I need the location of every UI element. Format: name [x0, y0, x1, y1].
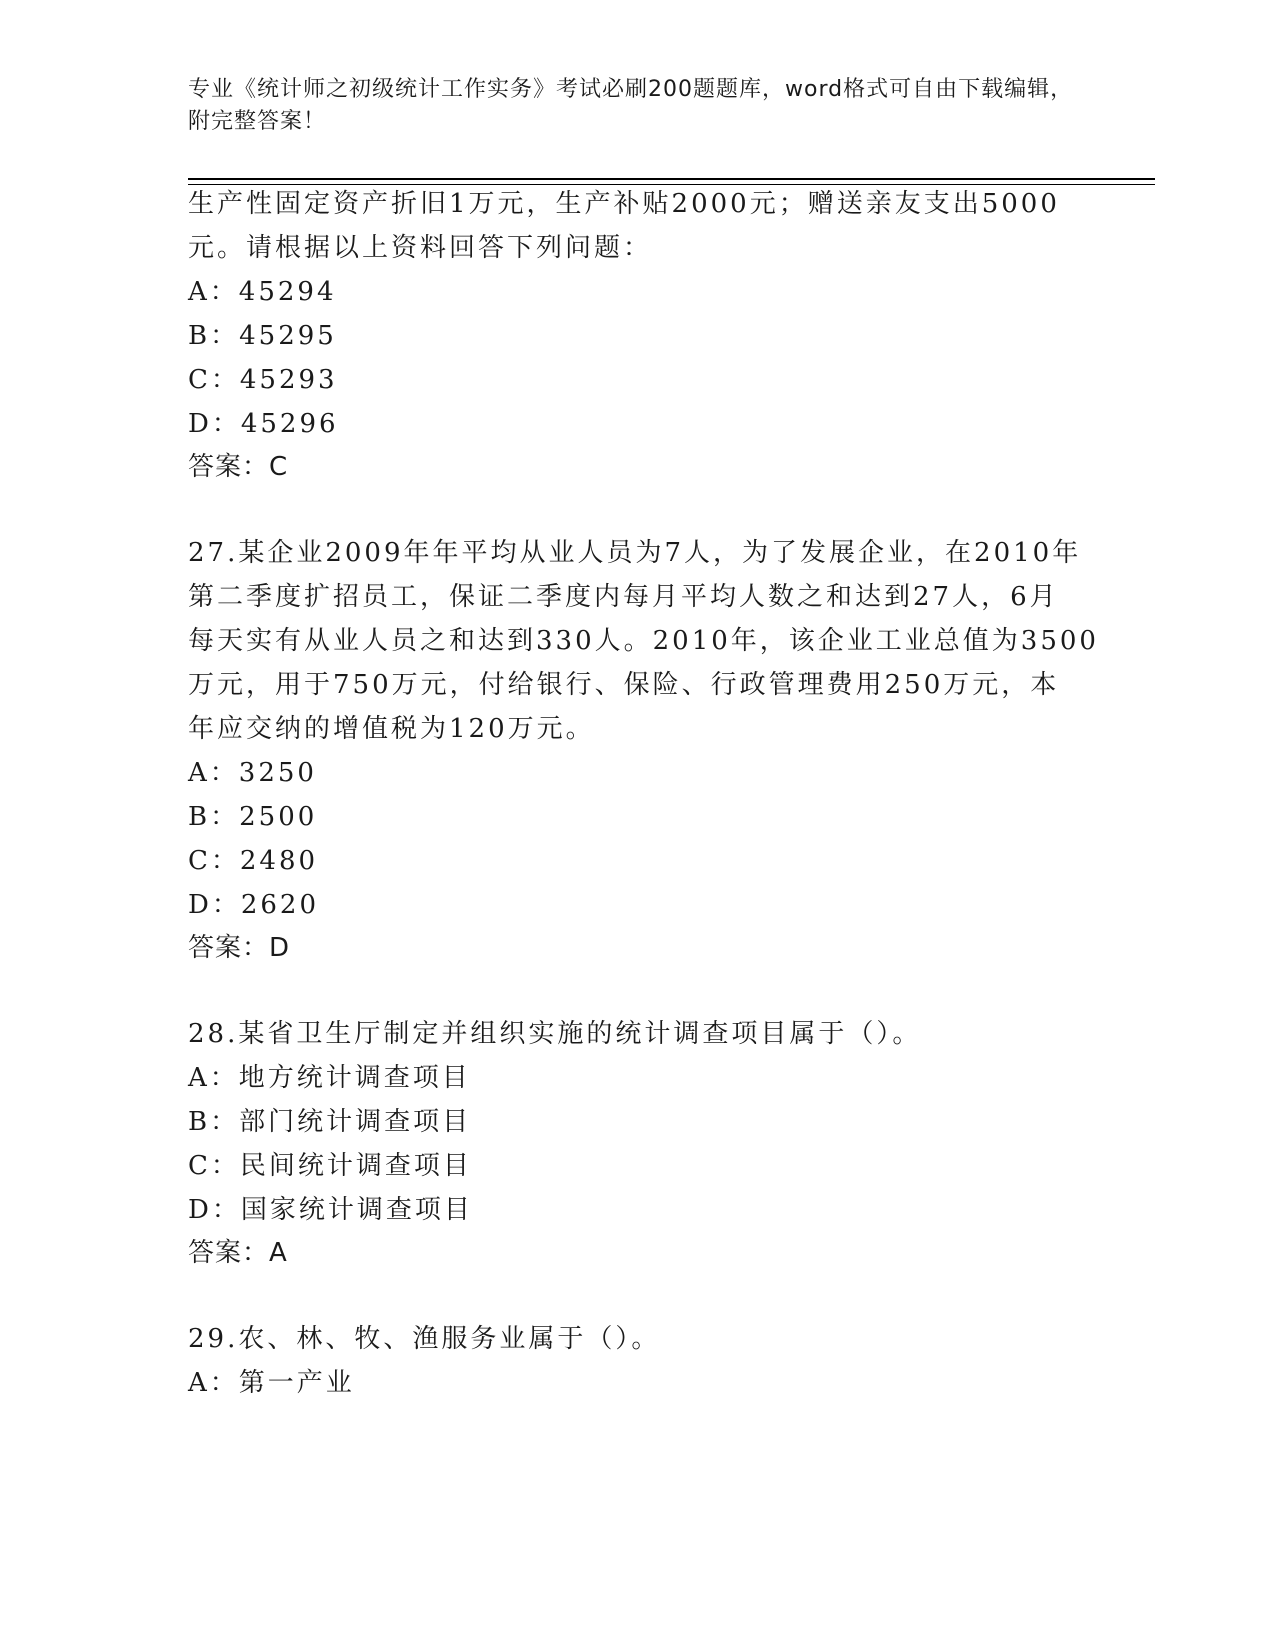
question-26-option-a: A：45294 [188, 277, 337, 307]
question-28-option-b: B：部门统计调查项目 [188, 1107, 472, 1137]
question-27-stem-line: 每天实有从业人员之和达到330人。2010年，该企业工业总值为3500 [188, 626, 1099, 656]
question-28-stem-line: 28.某省卫生厅制定并组织实施的统计调查项目属于（）。 [188, 1019, 922, 1049]
question-27-answer: 答案：D [188, 933, 291, 963]
question-28-option-a: A：地方统计调查项目 [188, 1063, 471, 1093]
question-26-option-d: D：45296 [188, 409, 339, 439]
header-divider [188, 178, 1155, 180]
question-29-stem-line: 29.农、林、牧、渔服务业属于（）。 [188, 1324, 661, 1354]
question-26-option-b: B：45295 [188, 321, 337, 351]
question-26-stem-line: 生产性固定资产折旧1万元，生产补贴2000元；赠送亲友支出5000 [188, 189, 1060, 219]
question-27-option-d: D：2620 [188, 890, 320, 920]
question-27-stem-line: 27.某企业2009年年平均从业人员为7人，为了发展企业，在2010年 [188, 538, 1082, 568]
question-27-option-a: A：3250 [188, 758, 317, 788]
question-26-option-c: C：45293 [188, 365, 338, 395]
question-27-stem-line: 第二季度扩招员工，保证二季度内每月平均人数之和达到27人，6月 [188, 582, 1059, 612]
question-27-option-c: C：2480 [188, 846, 319, 876]
question-27-stem-line: 年应交纳的增值税为120万元。 [188, 714, 595, 744]
header-divider-thin [188, 184, 1155, 185]
question-26-stem-line: 元。请根据以上资料回答下列问题： [188, 233, 653, 263]
question-28-answer: 答案：A [188, 1238, 288, 1268]
document-header: 专业《统计师之初级统计工作实务》考试必刷200题题库，word格式可自由下载编辑，附完整答案！ [188, 77, 1074, 134]
question-27-stem-line: 万元，用于750万元，付给银行、保险、行政管理费用250万元，本 [188, 670, 1060, 700]
question-26-answer: 答案：C [188, 452, 289, 482]
question-27-option-b: B：2500 [188, 802, 318, 832]
question-28-option-d: D：国家统计调查项目 [188, 1195, 473, 1225]
question-28-option-c: C：民间统计调查项目 [188, 1151, 472, 1181]
question-29-option-a: A：第一产业 [188, 1368, 355, 1398]
